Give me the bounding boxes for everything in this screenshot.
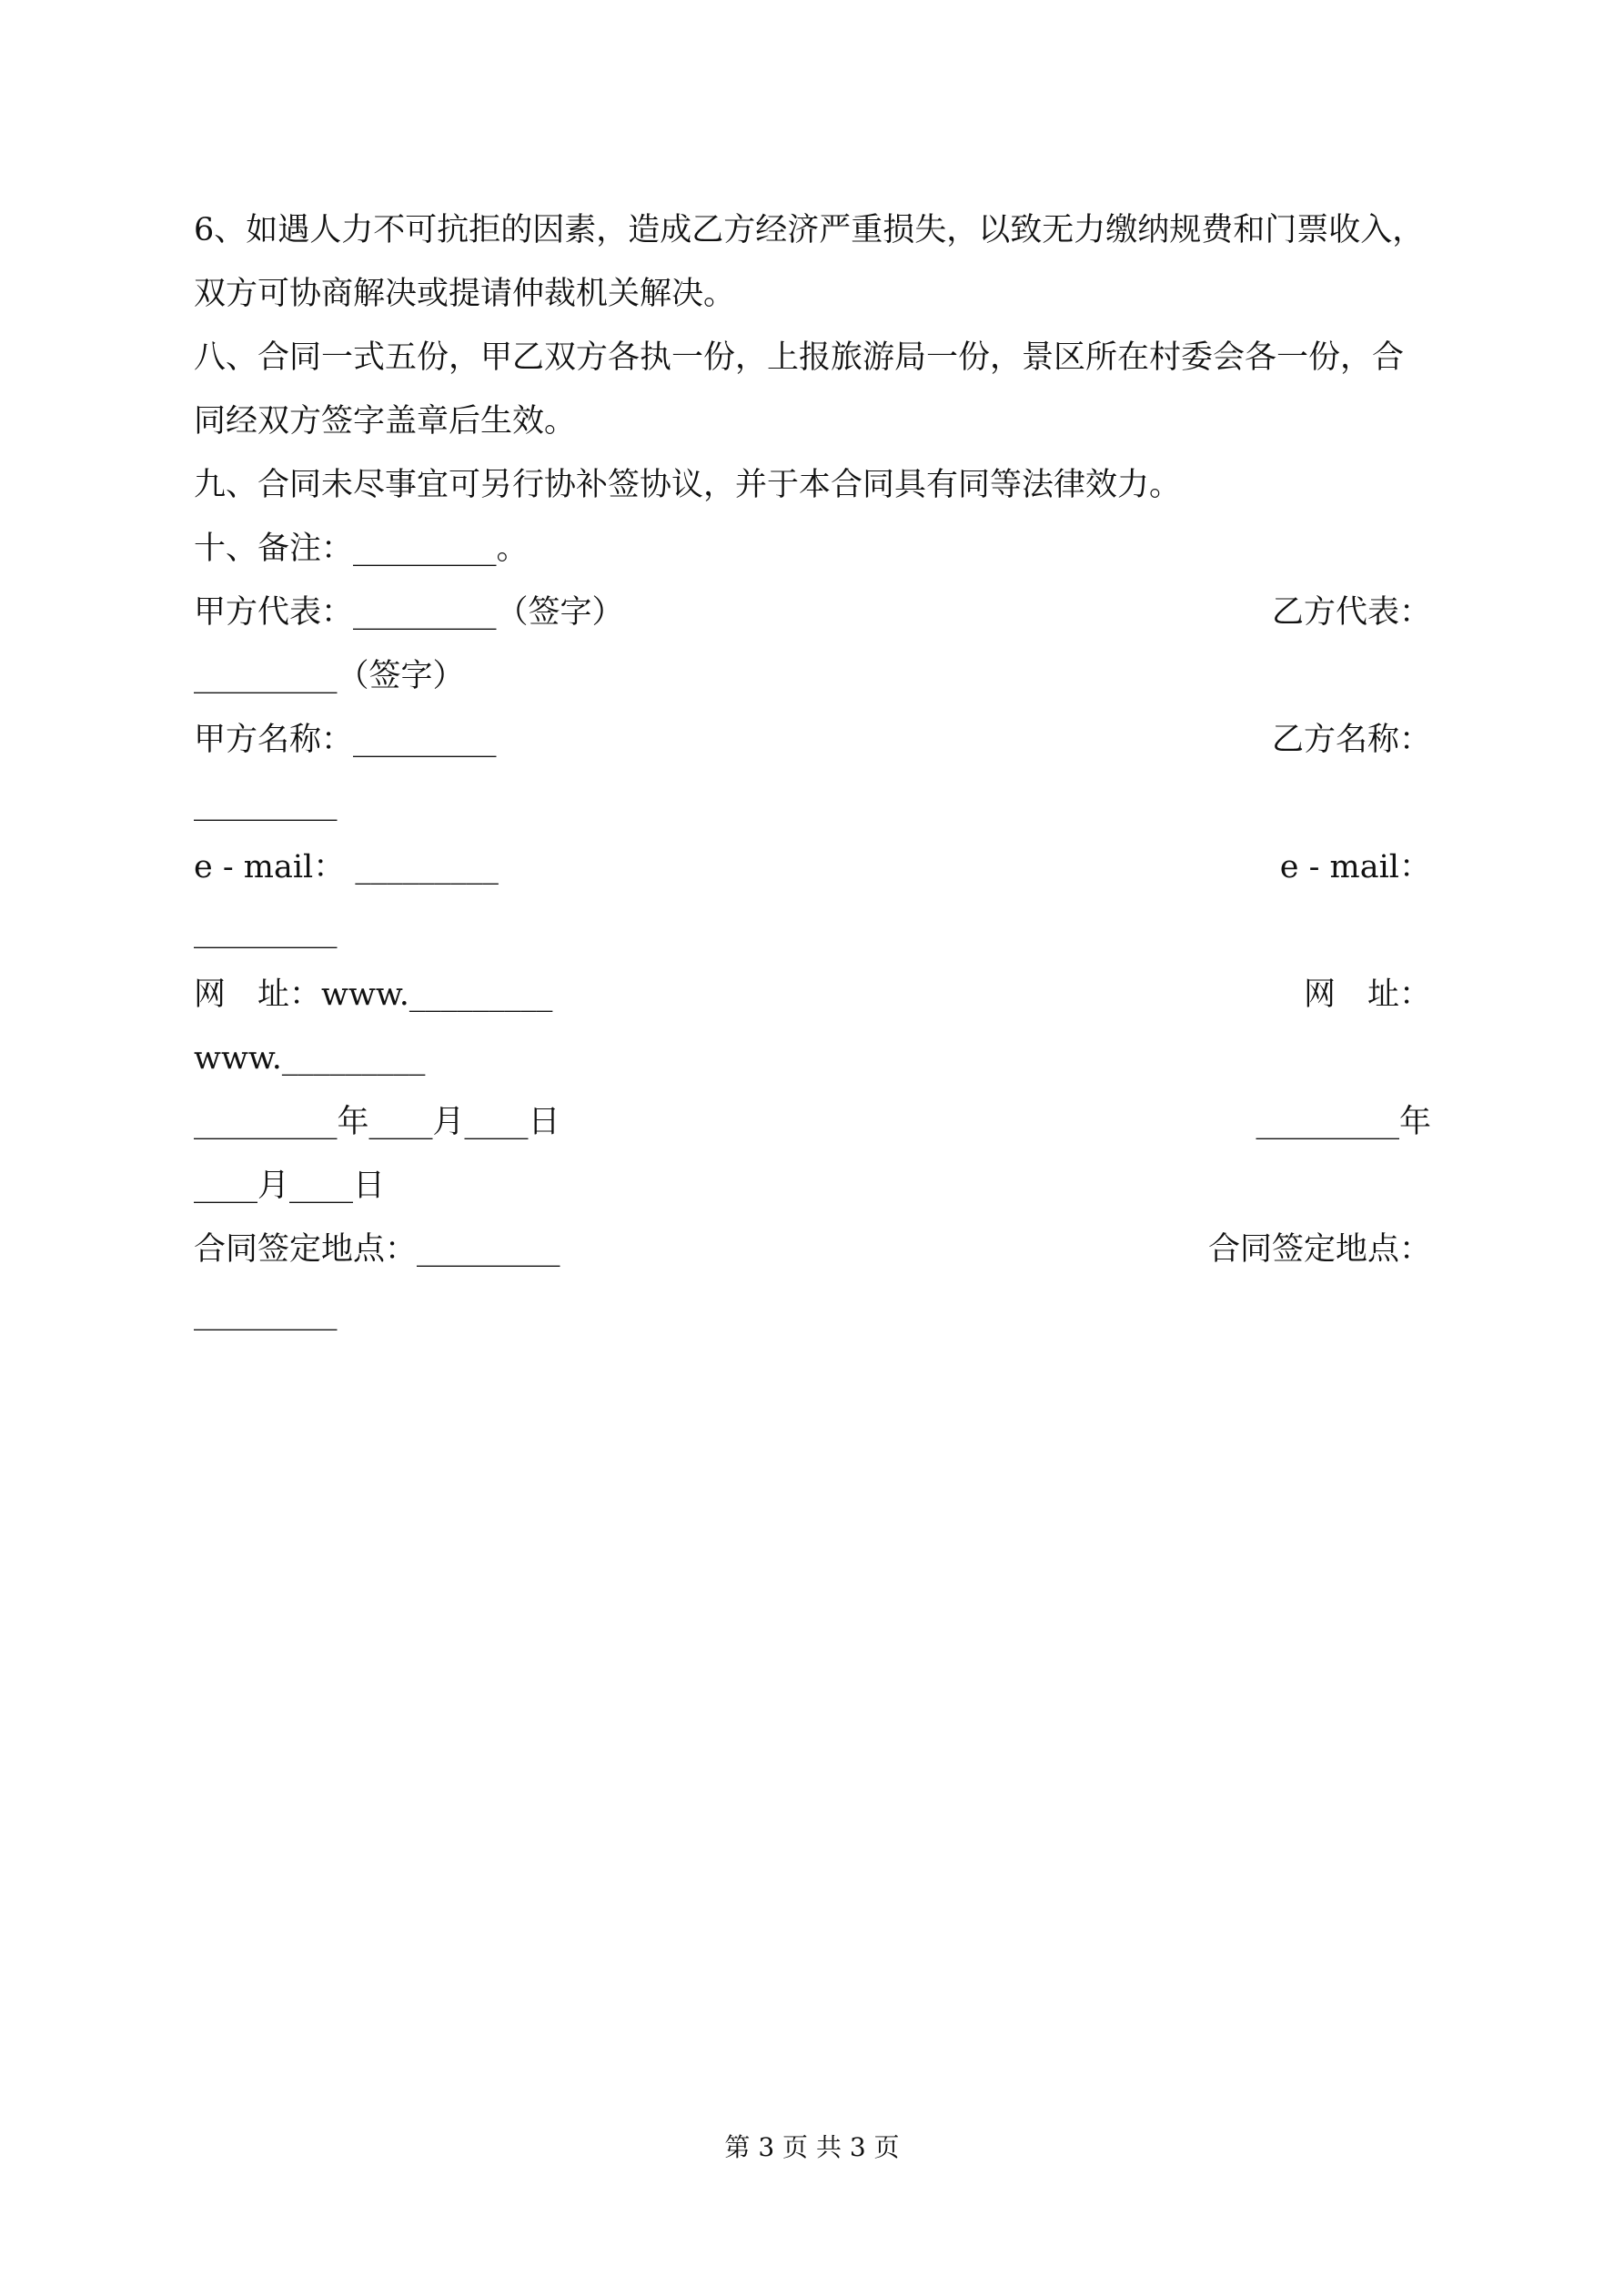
email-row <box>194 835 1431 899</box>
party-b-date-rest: ____月____日 <box>194 1168 386 1204</box>
clause-6-line-2: 双方可协商解决或提请仲裁机关解决。 <box>194 276 736 312</box>
party-b-place-label: 合同签定地点： <box>1207 1231 1431 1268</box>
clause-9: 九、合同未尽事宜可另行协补签协议，并于本合同具有同等法律效力。 <box>194 467 1182 503</box>
clause-6-line-1: 6、如遇人力不可抗拒的因素，造成乙方经济严重损失，以致无力缴纳规费和门票收入， <box>194 212 1425 248</box>
party-b-representative-value: _________（签字） <box>194 658 465 694</box>
party-a-date: _________年____月____日 <box>194 1104 560 1140</box>
name-row <box>194 708 1431 772</box>
party-b-representative-label: 乙方代表： <box>1271 594 1431 631</box>
clause-8-line-1: 八、合同一式五份，甲乙双方各执一份，上报旅游局一份，景区所在村委会各一份，合 <box>194 339 1405 376</box>
place-row <box>194 1218 1431 1281</box>
party-a-representative: 甲方代表：_________（签字） <box>194 594 624 631</box>
website-row <box>194 963 1431 1027</box>
party-b-date-year: _________年 <box>1256 1104 1431 1140</box>
party-a-email: e - mail： _________ <box>194 849 499 885</box>
clause-8-line-2: 同经双方签字盖章后生效。 <box>194 403 577 440</box>
party-b-website-value: www._________ <box>194 1040 426 1077</box>
page-number-footer: 第 3 页 共 3 页 <box>724 2132 900 2162</box>
party-b-website-label: 网 址： <box>1303 976 1431 1013</box>
date-row <box>194 1090 1431 1154</box>
party-b-place-value: _________ <box>194 1295 338 1331</box>
party-a-name: 甲方名称：_________ <box>194 722 497 758</box>
party-a-website: 网 址：www._________ <box>194 976 553 1013</box>
party-b-name-value: _________ <box>194 785 338 822</box>
representative-row <box>194 581 1431 644</box>
party-b-email-label: e - mail： <box>1279 849 1431 885</box>
party-b-email-value: _________ <box>194 913 338 949</box>
clause-10-remarks: 十、备注：_________。 <box>194 531 529 567</box>
party-b-name-label: 乙方名称： <box>1271 722 1431 758</box>
party-a-place: 合同签定地点：_________ <box>194 1231 560 1268</box>
